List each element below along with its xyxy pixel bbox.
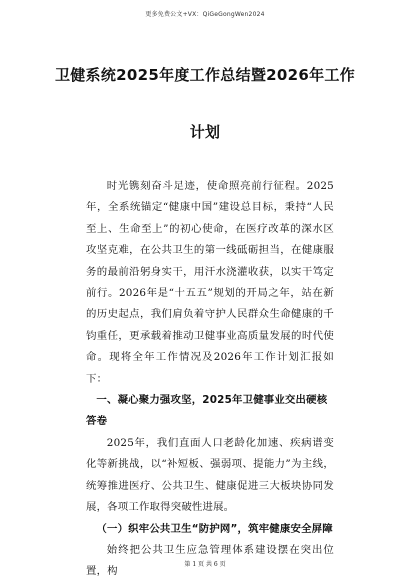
header-note: 更多免费公文+VX：QiGeGongWen2024: [145, 11, 265, 18]
section-1-paragraph: 2025年，我们直面人口老龄化加速、疾病谱变化等新挑战，以“补短板、强弱项、提能力”为主线，统筹推进医疗、公共卫生、健康促进三大板块协同发展，各项工作取得突破性进展。: [86, 436, 334, 514]
document-body: [86, 176, 334, 583]
section-1-heading: 一、凝心聚力强攻坚，2025年卫健事业交出硬核答卷: [86, 394, 328, 428]
document-title-line-1: 卫健系统2025年度工作总结暨2026年工作: [54, 66, 356, 84]
document-title-line-2: 计划: [189, 123, 221, 141]
intro-paragraph: 时光镌刻奋斗足迹，使命照亮前行征程。2025年，全系统锚定“健康中国”建设总目标，秉持“人民至上、生命至上”的初心使命，在医疗改革的深水区攻坚克难，在公共卫生的第一线砥砺担当，在健康服务的最前沿躬身实干，用汗水浇灌收获，以实干笃定前行。2026年是“十五五”规划的开局之年，站在新的历史起点，我们肩负着守护人民群众生命健康的千钧重任，更承载着推动卫健事业高质量发展的时代使命。现将全年工作情况及2026年工作计划汇报如下：: [86, 180, 334, 385]
subsection-1-paragraph: 始终把公共卫生应急管理体系建设摆在突出位置，构: [86, 543, 334, 578]
page-number-footer: 第 1 页 共 6 页: [184, 561, 226, 568]
subsection-1-heading: （一）织牢公共卫生“防护网”，筑牢健康安全屏障: [96, 522, 333, 535]
